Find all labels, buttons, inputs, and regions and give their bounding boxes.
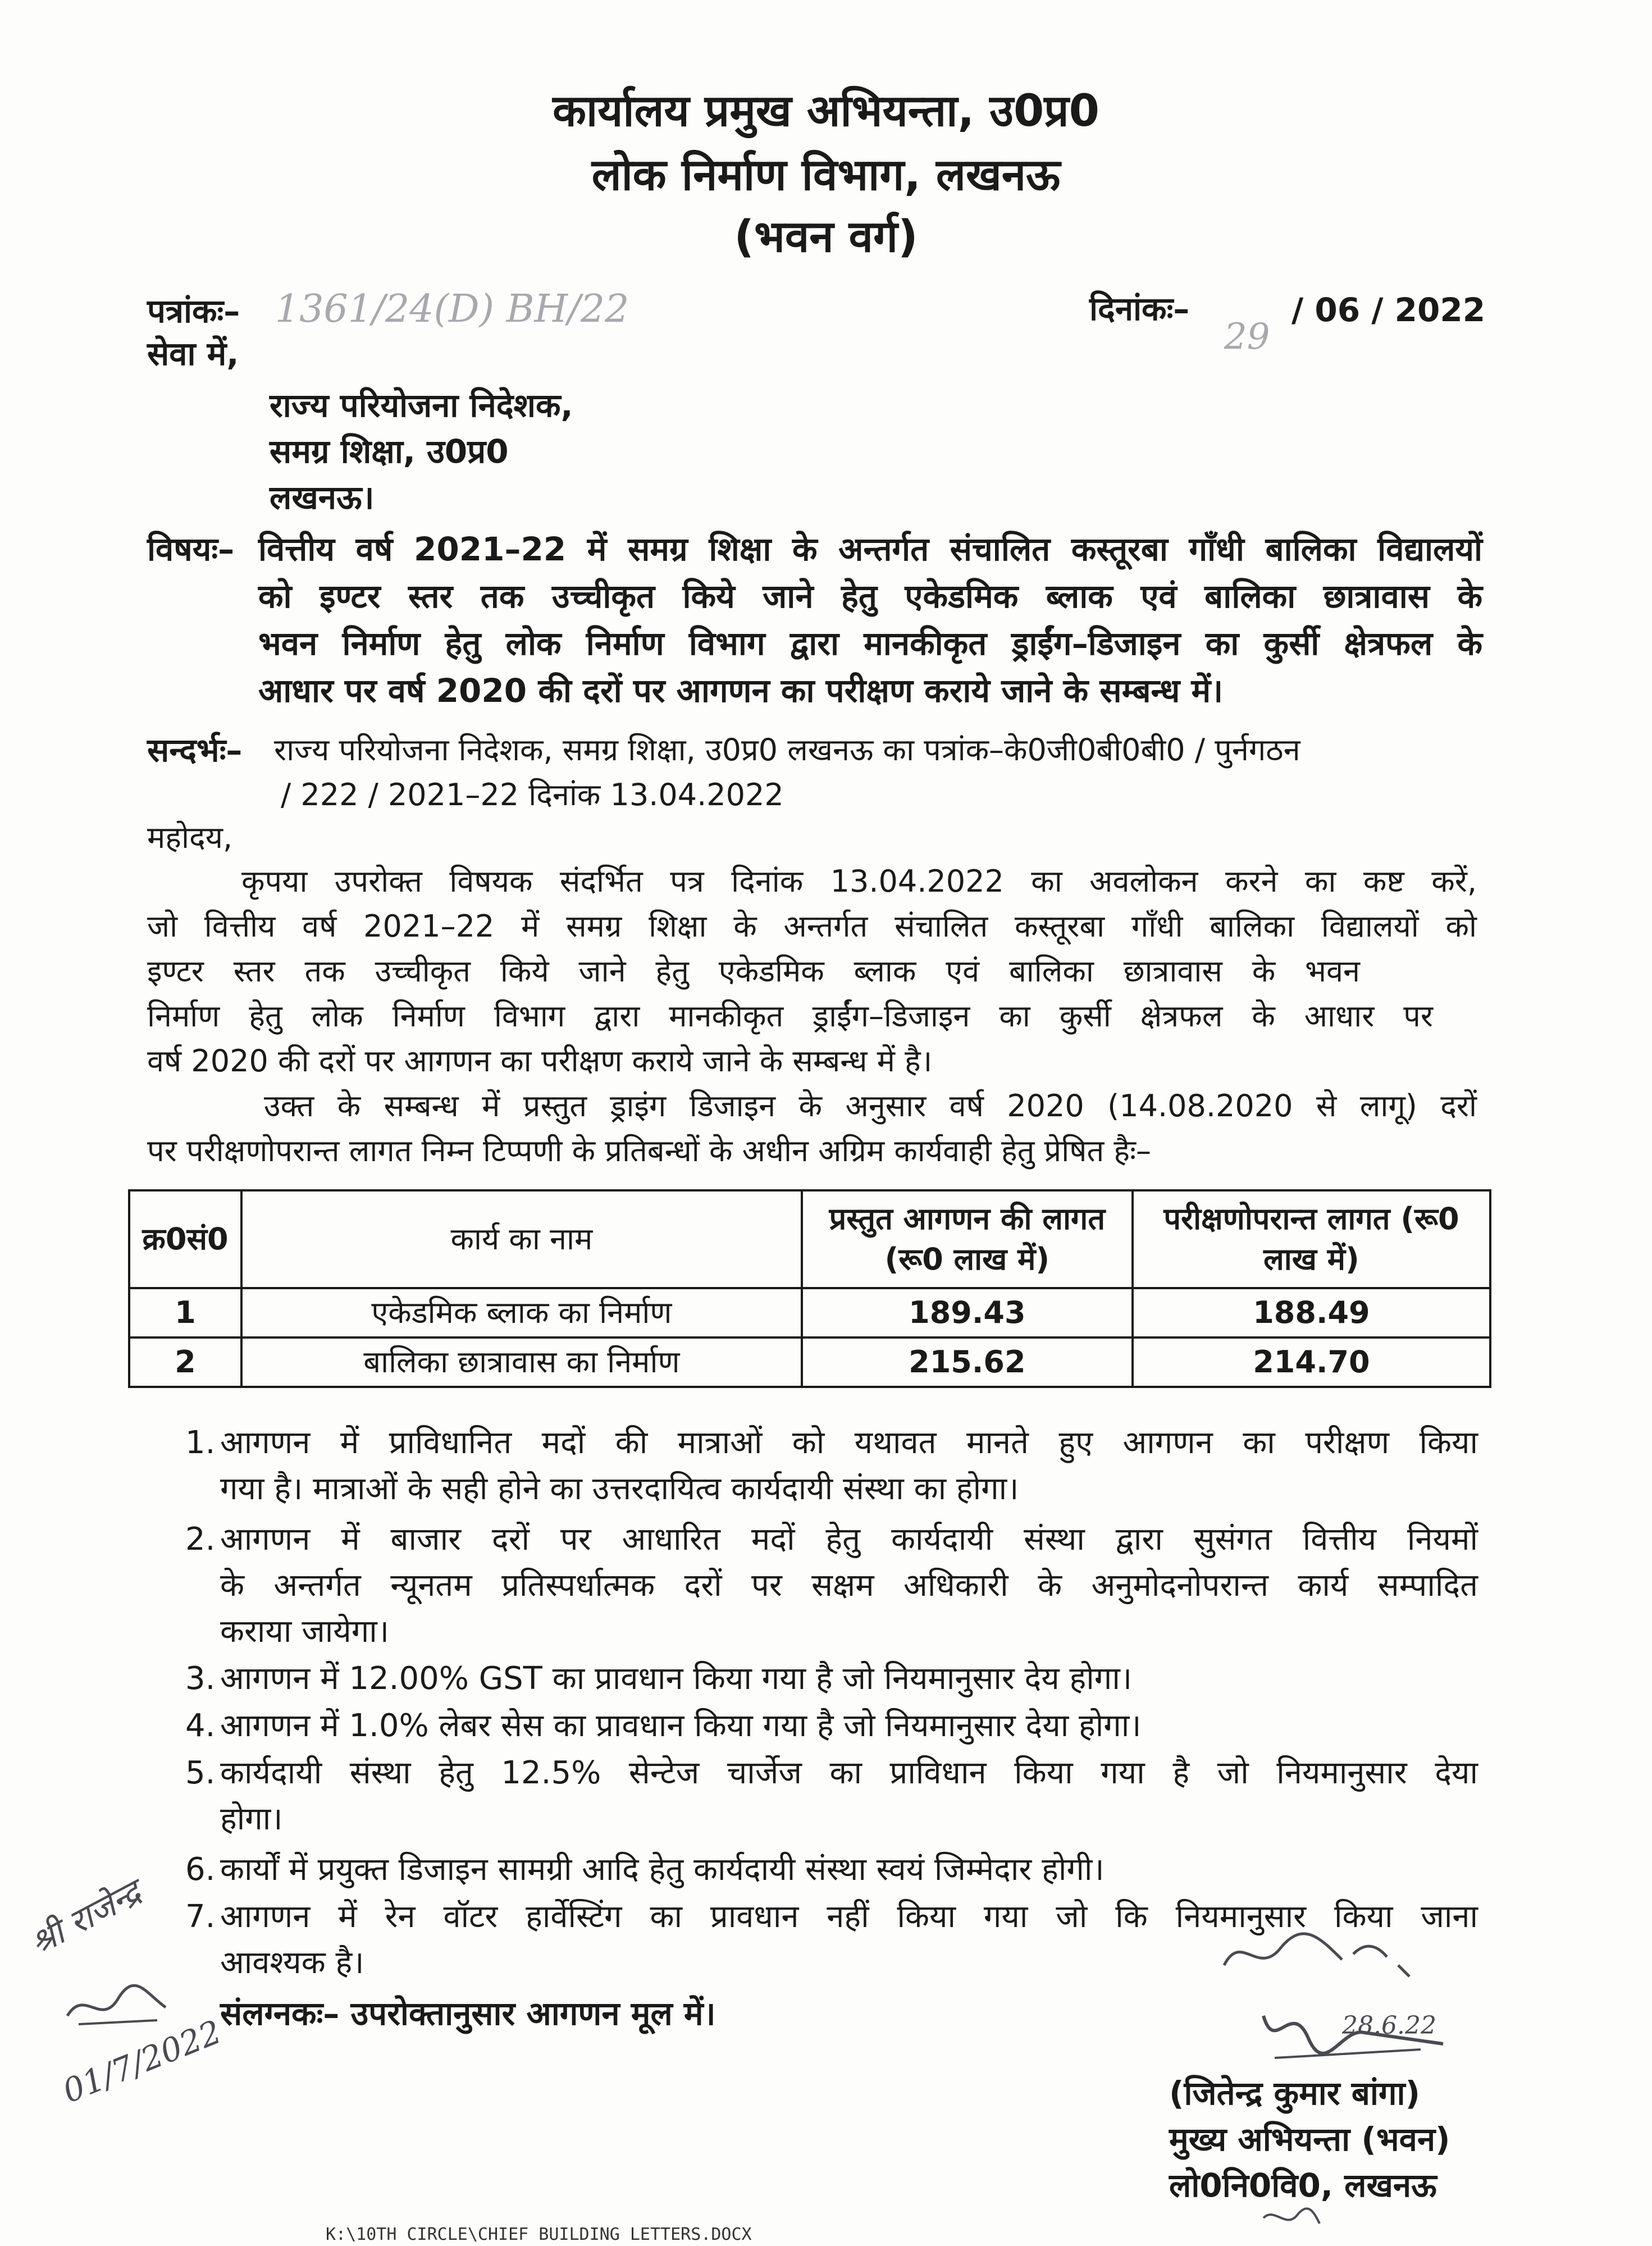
- note2-line2: के अन्तर्गत न्यूनतम प्रतिस्पर्धात्मक दरों पर सक्षम अधिकारी के अनुमोदनोपरान्त कार्य सम्पादित: [220, 1567, 1478, 1604]
- patrank-value: 1361/24(D) BH/22: [275, 287, 629, 331]
- margin-note-name: श्री राजेन्द्र: [24, 1872, 148, 1964]
- note4-line1: आगणन में 1.0% लेबर सेस का प्रावधान किया गया है जो नियमानुसार देया होगा।: [220, 1708, 1142, 1744]
- signatory-name: (जितेन्द्र कुमार बांगा): [1169, 2074, 1421, 2112]
- margin-note-date: 01/7/2022: [57, 2012, 227, 2111]
- division-title: (भवन वर्ग): [734, 212, 918, 262]
- reference-label: सन्दर्भः–: [147, 731, 243, 769]
- para2-line1: उक्त के सम्बन्ध में प्रस्तुत ड्राइंग डिजाइन के अनुसार वर्ष 2020 (14.08.2020 से लागू) दरों: [264, 1088, 1477, 1124]
- para1-line1: कृपया उपरोक्त विषयक संदर्भित पत्र दिनांक 13.04.2022 का अवलोकन करने का कष्ट करें,: [241, 864, 1477, 899]
- office-title: कार्यालय प्रमुख अभियन्ता, उ0प्र0: [553, 86, 1099, 136]
- subject-line2: को इण्टर स्तर तक उच्चीकृत किये जाने हेतु एकेडमिक ब्लाक एवं बालिका छात्रावास के: [258, 577, 1482, 615]
- row2-examined: 214.70: [1133, 1337, 1490, 1387]
- note2-line3: कराया जायेगा।: [220, 1613, 389, 1650]
- header-work-name: कार्य का नाम: [241, 1190, 802, 1288]
- para1-line2: जो वित्तीय वर्ष 2021–22 में समग्र शिक्षा के अन्तर्गत संचालित कस्तूरबा गाँधी बालिका विद्यालयों को: [147, 909, 1477, 944]
- note1-line1: आगणन में प्राविधानित मदों की मात्राओं को यथावत मानते हुए आगणन का परीक्षण किया: [220, 1425, 1478, 1461]
- para1-line3: इण्टर स्तर तक उच्चीकृत किये जाने हेतु एकेडमिक ब्लाक एवं बालिका छात्रावास के भवन: [147, 953, 1360, 989]
- note7-line2: आवश्यक है।: [220, 1944, 364, 1981]
- note3-line1: आगणन में 12.00% GST का प्रावधान किया गया है जो नियमानुसार देय होगा।: [220, 1660, 1133, 1697]
- signatory-office: लो0नि0वि0, लखनऊ: [1169, 2166, 1437, 2204]
- row2-submitted: 215.62: [802, 1337, 1133, 1387]
- cost-table: [128, 1189, 1491, 1388]
- department-title: लोक निर्माण विभाग, लखनऊ: [591, 150, 1061, 200]
- subject-label: विषयः–: [147, 530, 235, 568]
- dinank-date: / 06 / 2022: [1292, 291, 1486, 329]
- note2-number: 2.: [185, 1521, 216, 1558]
- signatory-designation: मुख्य अभियन्ता (भवन): [1169, 2120, 1450, 2158]
- subject-line3: भवन निर्माण हेतु लोक निर्माण विभाग द्वारा मानकीकृत ड्राईंग–डिजाइन का कुर्सी क्षेत्रफल के: [258, 624, 1482, 663]
- note6-number: 6.: [185, 1851, 216, 1888]
- addressee-line2: समग्र शिक्षा, उ0प्र0: [270, 432, 509, 471]
- reference-line1: राज्य परियोजना निदेशक, समग्र शिक्षा, उ0प्र0 लखनऊ का पत्रांक–के0जी0बी0बी0 / पुर्नगठन: [274, 732, 1300, 768]
- reference-line2: / 222 / 2021–22 दिनांक 13.04.2022: [281, 777, 784, 812]
- salutation: महोदय,: [147, 820, 233, 855]
- table-row: [129, 1288, 1490, 1337]
- para2-line2: पर परीक्षणोपरान्त लागत निम्न टिप्पणी के प्रतिबन्धों के अधीन अग्रिम कार्यवाही हेतु प्रेषित हैः–: [147, 1133, 1152, 1168]
- initial-scribble-icon: [1219, 1915, 1421, 1993]
- table-row: [129, 1337, 1490, 1387]
- dinank-day: 29: [1224, 316, 1270, 358]
- para1-line5: वर्ष 2020 की दरों पर आगणन का परीक्षण कराये जाने के सम्बन्ध में है।: [147, 1043, 933, 1079]
- dinank-label: दिनांकः–: [1089, 290, 1190, 328]
- note5-number: 5.: [185, 1755, 216, 1791]
- note7-number: 7.: [185, 1898, 216, 1935]
- seva-mein: सेवा में,: [147, 335, 239, 373]
- row2-serial: 2: [129, 1337, 241, 1387]
- note3-number: 3.: [185, 1660, 216, 1697]
- small-initial-icon: [1258, 2201, 1325, 2235]
- row1-examined: 188.49: [1133, 1288, 1490, 1337]
- table-header-row: [129, 1190, 1490, 1288]
- note5-line2: होगा।: [220, 1801, 283, 1837]
- margin-signature-icon: [62, 1976, 174, 2033]
- row1-work: एकेडमिक ब्लाक का निर्माण: [241, 1288, 802, 1337]
- header-serial: क्र0सं0: [129, 1190, 241, 1288]
- subject-line4: आधार पर वर्ष 2020 की दरों पर आगणन का परीक्षण कराये जाने के सम्बन्ध में।: [258, 672, 1224, 710]
- header-submitted-cost: प्रस्तुत आगणन की लागत (रू0 लाख में): [802, 1190, 1133, 1288]
- note6-line1: कार्यों में प्रयुक्त डिजाइन सामग्री आदि हेतु कार्यदायी संस्था स्वयं जिम्मेदार होगी।: [220, 1851, 1105, 1888]
- note7-line1: आगणन में रेन वॉटर हार्वेस्टिंग का प्रावधान नहीं किया गया जो कि नियमानुसार किया जाना: [220, 1898, 1478, 1935]
- enclosure: संलग्नकः– उपरोक्तानुसार आगणन मूल में।: [220, 1994, 716, 2033]
- row2-work: बालिका छात्रावास का निर्माण: [241, 1337, 802, 1387]
- note1-number: 1.: [185, 1425, 216, 1461]
- row1-submitted: 189.43: [802, 1288, 1133, 1337]
- note4-number: 4.: [185, 1708, 216, 1744]
- para1-line4: निर्माण हेतु लोक निर्माण विभाग द्वारा मानकीकृत ड्राईंग–डिजाइन का कुर्सी क्षेत्रफल के आधार पर: [147, 998, 1433, 1034]
- addressee-line1: राज्य परियोजना निदेशक,: [270, 386, 573, 424]
- row1-serial: 1: [129, 1288, 241, 1337]
- note5-line1: कार्यदायी संस्था हेतु 12.5% सेन्टेज चार्जेज का प्राविधान किया गया है जो नियमानुसार देया: [220, 1755, 1478, 1791]
- signature-date: 28.6.22: [1342, 2011, 1436, 2040]
- subject-line1: वित्तीय वर्ष 2021–22 में समग्र शिक्षा के अन्तर्गत संचालित कस्तूरबा गाँधी बालिका विद्यालयों: [258, 530, 1482, 568]
- note1-line2: गया है। मात्राओं के सही होने का उत्तरदायित्व कार्यदायी संस्था का होगा।: [220, 1471, 1019, 1507]
- patrank-label: पत्रांकः–: [147, 292, 240, 330]
- note2-line1: आगणन में बाजार दरों पर आधारित मदों हेतु कार्यदायी संस्था द्वारा सुसंगत वित्तीय नियमों: [220, 1521, 1478, 1558]
- addressee-line3: लखनऊ।: [270, 478, 375, 517]
- footer-file-path: K:\10TH CIRCLE\CHIEF BUILDING LETTERS.DOCX: [326, 2225, 752, 2244]
- header-examined-cost: परीक्षणोपरान्त लागत (रू0 लाख में): [1133, 1190, 1490, 1288]
